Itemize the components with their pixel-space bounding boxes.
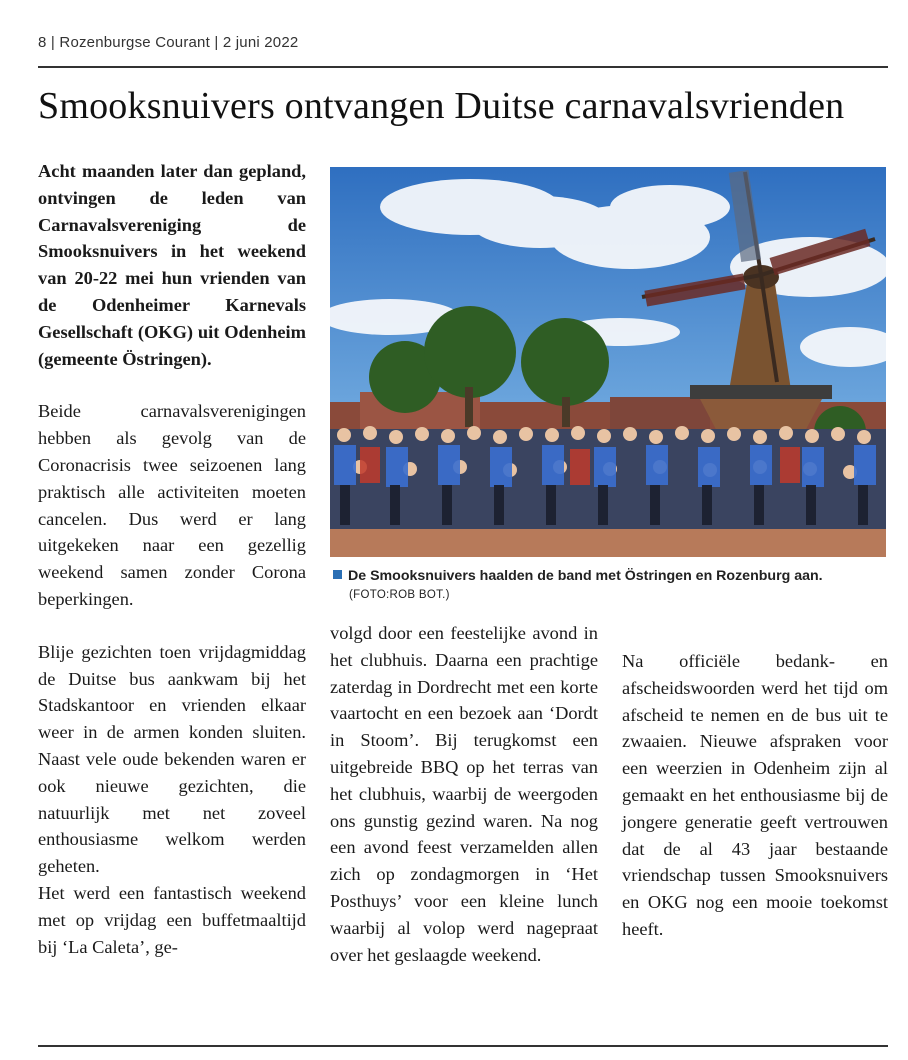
header-separator: | (50, 34, 56, 51)
article-paragraph: Het werd een fantastisch weekend met op vrijdag een buffetmaaltijd bij ‘La Caleta’, ge- (38, 882, 306, 957)
photo-caption (333, 567, 893, 605)
header-separator: | (214, 34, 219, 51)
newspaper-name: Rozenburgse Courant (59, 34, 210, 51)
article-paragraph: volgd door een feestelijke avond in het clubhuis. Daarna een prachtige zaterdag in Dordrecht met een korte vaartocht en een bezoek aan ‘Dordt in Stoom’. Bij terugkomst een uitgebreide BBQ op het terras van het clubhuis, waarbij de weergoden ons gunstig gezind waren. Na nog een avond feest verzamelden allen zich op zondagmorgen in ‘Het Posthuys’ voor een kleine lunch waarbij al volop werd nagepraat over het geslaagde weekend. (330, 623, 598, 965)
caption-marker-icon (333, 570, 342, 579)
caption-text: De Smooksnuivers haalden de band met Östringen en Rozenburg aan. (348, 568, 823, 584)
page-header (38, 34, 298, 51)
top-rule (38, 66, 888, 68)
bottom-rule (38, 1045, 888, 1047)
article-paragraph: Beide carnavalsverenigingen hebben als gevolg van de Coronacrisis twee seizoenen lang praktisch alle activiteiten moeten cancelen. Dus werd er lang uitgekeken naar een gezellig weekend samen zonder Corona beperkingen. (38, 401, 306, 609)
issue-date: 2 juni 2022 (222, 34, 299, 51)
article-paragraph: Blije gezichten toen vrijdagmiddag de Duitse bus aankwam bij het Stadskantoor en vrienden elkaar weer in de armen konden sluiten. Naast vele oude bekenden waren er ook nieuwe gezichten, die natuurlijk met net zoveel enthousiasme welkom werden geheten. (38, 641, 306, 877)
article-headline: Smooksnuivers ontvangen Duitse carnavalsvrienden (38, 85, 845, 127)
page-number: 8 (38, 34, 47, 51)
column-3 (622, 648, 888, 943)
group-photo-windmill (330, 167, 886, 557)
photo-credit: (FOTO:ROB BOT.) (349, 589, 450, 601)
article-paragraph: Na officiële bedank- en afscheidswoorden werd het tijd om afscheid te nemen en de bus uit te zwaaien. Nieuwe afspraken voor een weerzien in Odenheim zijn al gemaakt en het enthousiasme bij de jongere generatie geeft vertrouwen dat de al 43 jaar bestaande vriendschap tussen Smooksnuivers en OKG nog een mooie toekomst heeft. (622, 651, 888, 939)
article-lead: Acht maanden later dan gepland, ontvingen de leden van Carnavalsvereniging de Smooksnuivers in het weekend van 20-22 mei hun vrienden van de Odenheimer Karnevals Gesellschaft (OKG) uit Odenheim (gemeente Östringen). (38, 161, 306, 369)
column-2 (330, 620, 598, 968)
column-1 (38, 158, 306, 960)
